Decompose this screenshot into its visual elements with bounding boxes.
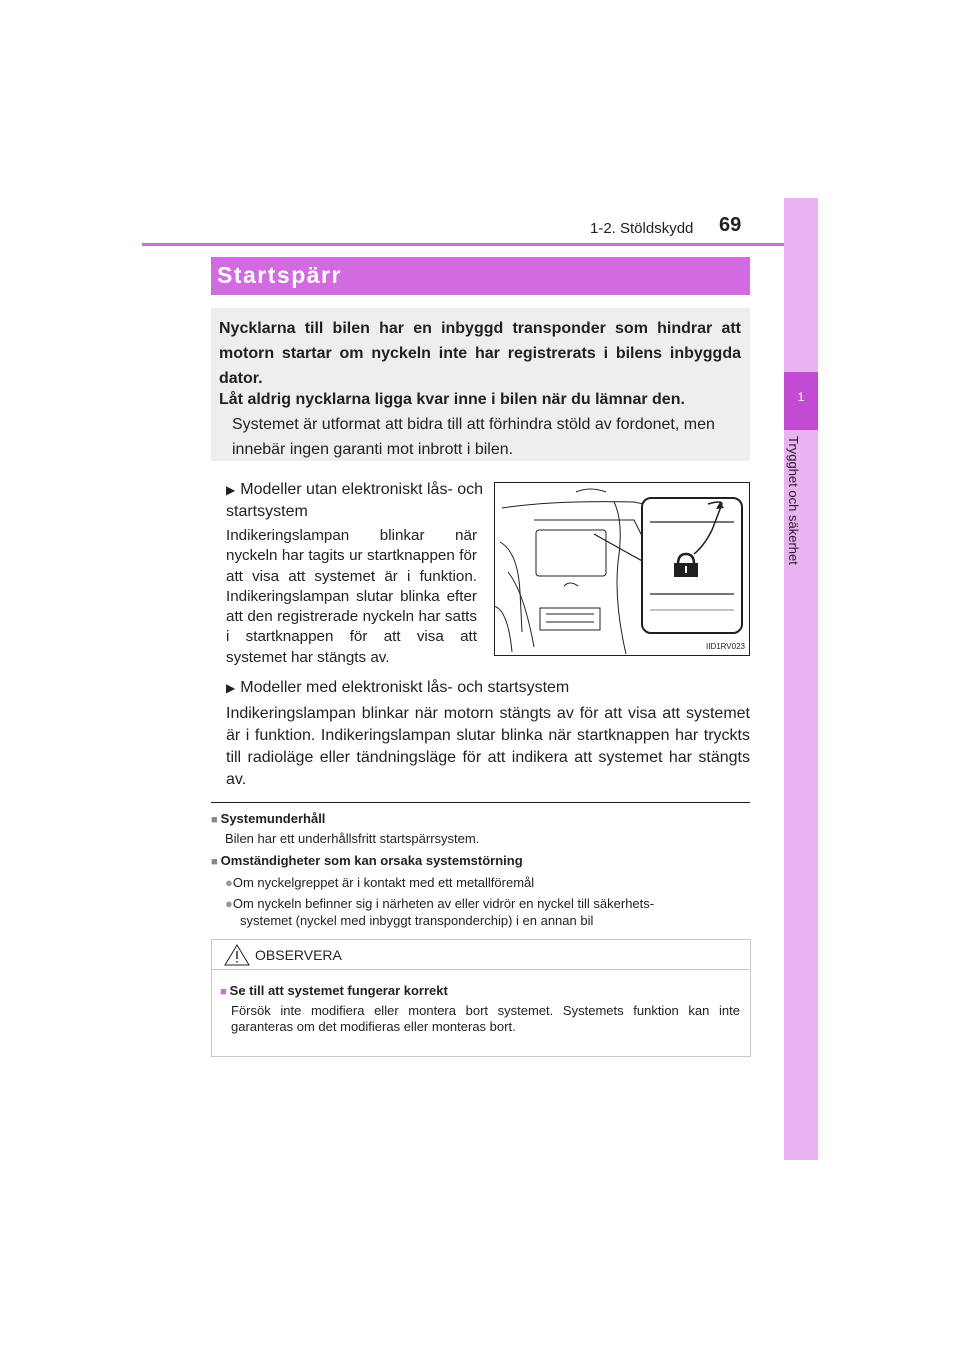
chapter-number: 1 (797, 390, 805, 404)
note-heading-text: Omständigheter som kan orsaka systemstörning (220, 853, 523, 868)
caution-item-heading (220, 983, 448, 998)
model2-heading (226, 677, 569, 699)
notes-divider (211, 802, 750, 803)
note-heading-text: Systemunderhåll (220, 811, 326, 826)
model2-heading-text: Modeller med elektroniskt lås- och startsystem (240, 679, 570, 696)
model1-heading-text: Modeller utan elektroniskt lås- och startsystem (226, 481, 484, 520)
chapter-title: Trygghet och säkerhet (786, 436, 801, 565)
note-heading (211, 811, 325, 826)
page-number: 69 (719, 214, 742, 236)
caution-divider (212, 969, 749, 970)
model1-heading (226, 479, 496, 523)
warning-triangle-icon (224, 944, 250, 966)
header-rule (142, 243, 790, 246)
note-list-item-text: Om nyckelgreppet är i kontakt med ett metallföremål (232, 875, 535, 890)
square-icon: ■ (211, 814, 218, 826)
note-list-item-text: Om nyckeln befinner sig i närheten av eller vidrör en nyckel till säkerhets- (232, 896, 655, 911)
illustration-code: IID1RV023 (706, 642, 745, 651)
page-title: Startspärr (217, 262, 342, 288)
square-icon: ■ (211, 856, 218, 868)
side-tab (784, 198, 818, 372)
dashboard-illustration (494, 482, 750, 656)
section-label: 1-2. Stöldskydd (590, 220, 694, 237)
caution-item-body: Försök inte modifiera eller montera bort systemet. Systemets funktion kan inte garanteras om det modifieras eller monteras bort. (231, 1003, 740, 1034)
intro-warning: Låt aldrig nycklarna ligga kvar inne i bilen när du lämnar den. (219, 391, 685, 408)
model2-description: Indikeringslampan blinkar när motorn stängts av för att visa att systemet är i funktion. Indikeringslampan slutar blinka när startknappen har tryckts till radioläge eller tändningsläge för att indikera att systemet har stängts av. (226, 705, 750, 788)
note-heading (211, 853, 523, 868)
model1-description: Indikeringslampan blinkar när nyckeln har tagits ur startknappen för att visa att systemet är i funktion. Indikeringslampan slutar blinka efter att den registrerade nyckeln har satts i startknappen för att visa att systemet har stängts av. (226, 527, 477, 666)
note-list-item-continuation: systemet (nyckel med inbyggt transponderchip) i en annan bil (240, 913, 594, 928)
note-list-item (225, 875, 534, 891)
circle-icon: ● (225, 896, 233, 911)
circle-icon: ● (225, 875, 233, 890)
caution-title: OBSERVERA (255, 947, 342, 963)
caution-item-heading-text: Se till att systemet fungerar korrekt (229, 983, 448, 998)
triangle-right-icon: ▶ (226, 483, 236, 497)
note-body: Bilen har ett underhållsfritt startspärrsystem. (225, 831, 480, 846)
note-list-item (225, 896, 750, 912)
intro-note: Systemet är utformat att bidra till att förhindra stöld av fordonet, men innebär ingen garanti mot inbrott i bilen. (232, 416, 715, 458)
intro-paragraph: Nycklarna till bilen har en inbyggd transponder som hindrar att motorn startar om nyckeln inte har registrerats i bilens inbyggda dator. (219, 320, 741, 387)
square-icon: ■ (220, 986, 227, 998)
triangle-right-icon: ▶ (226, 681, 236, 695)
